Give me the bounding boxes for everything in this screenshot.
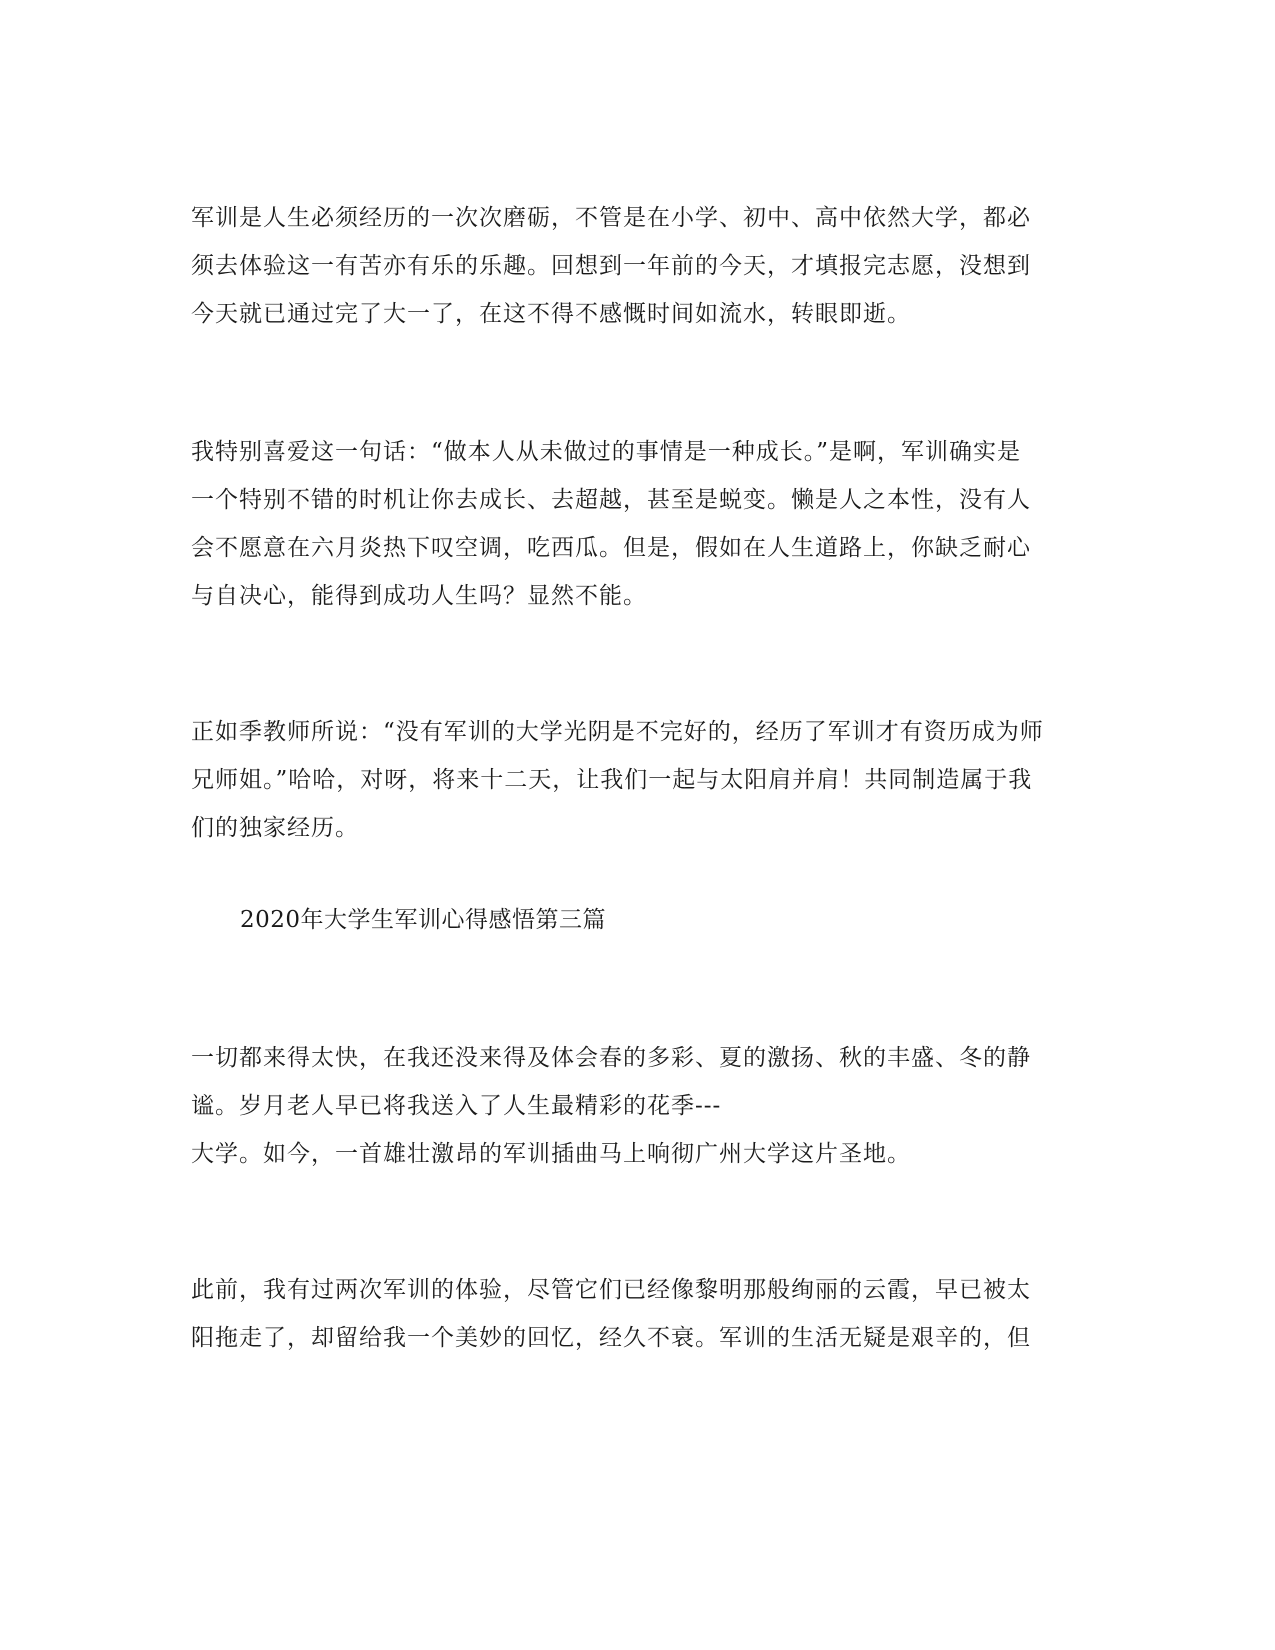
paragraph-line: 阳拖走了，却留给我一个美妙的回忆，经久不衰。军训的生活无疑是艰辛的，但	[191, 1325, 1031, 1351]
paragraph-line: 一切都来得太快，在我还没来得及体会春的多彩、夏的激扬、秋的丰盛、冬的静	[191, 1045, 1031, 1071]
paragraph-2	[191, 428, 1091, 620]
paragraph-4	[191, 1034, 1091, 1178]
paragraph-line: 会不愿意在六月炎热下叹空调，吃西瓜。但是，假如在人生道路上，你缺乏耐心	[191, 535, 1031, 561]
paragraph-line: 一个特别不错的时机让你去成长、去超越，甚至是蜕变。懒是人之本性，没有人	[191, 487, 1031, 513]
paragraph-line: 兄师姐。”哈哈，对呀，将来十二天，让我们一起与太阳肩并肩！共同制造属于我	[191, 767, 1033, 793]
paragraph-line: 此前，我有过两次军训的体验，尽管它们已经像黎明那般绚丽的云霞，早已被太	[191, 1277, 1031, 1303]
paragraph-3	[191, 708, 1091, 852]
paragraph-line: 与自决心，能得到成功人生吗？显然不能。	[191, 583, 647, 609]
paragraph-line: 大学。如今，一首雄壮激昂的军训插曲马上响彻广州大学这片圣地。	[191, 1141, 911, 1167]
paragraph-line: 军训是人生必须经历的一次次磨砺，不管是在小学、初中、高中依然大学，都必	[191, 205, 1031, 231]
section-heading: 2020年大学生军训心得感悟第三篇	[240, 907, 607, 933]
paragraph-1	[191, 194, 1091, 338]
paragraph-line: 们的独家经历。	[191, 815, 359, 841]
paragraph-line: 我特别喜爱这一句话：“做本人从未做过的事情是一种成长。”是啊，军训确实是	[191, 439, 1022, 465]
paragraph-line: 正如季教师所说：“没有军训的大学光阴是不完好的，经历了军训才有资历成为师	[191, 719, 1044, 745]
paragraph-line: 今天就已通过完了大一了，在这不得不感慨时间如流水，转眼即逝。	[191, 301, 911, 327]
paragraph-line: 须去体验这一有苦亦有乐的乐趣。回想到一年前的今天，才填报完志愿，没想到	[191, 253, 1031, 279]
paragraph-5	[191, 1266, 1091, 1362]
paragraph-line: 谧。岁月老人早已将我送入了人生最精彩的花季---	[191, 1093, 722, 1119]
